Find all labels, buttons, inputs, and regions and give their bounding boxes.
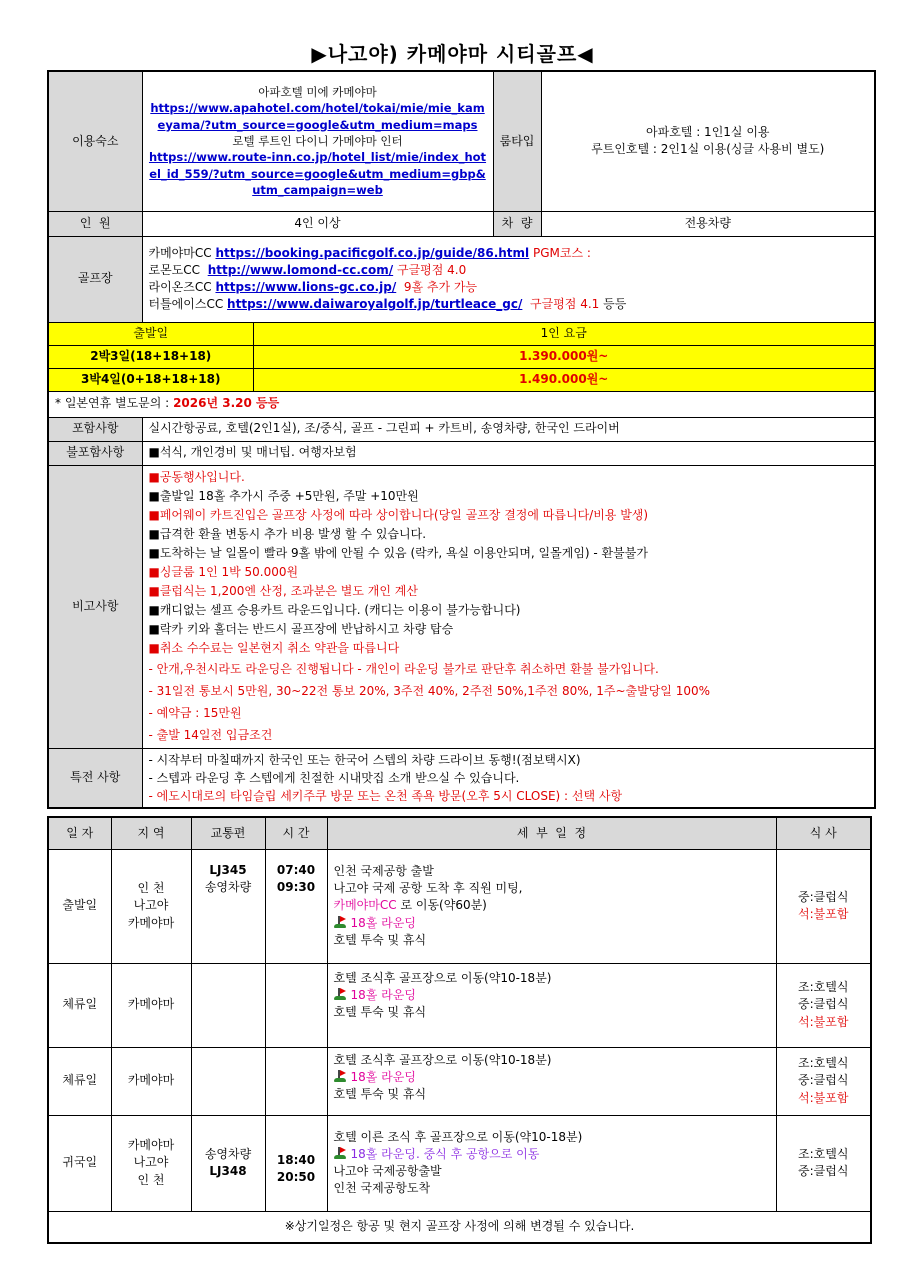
remark-line: ■클럽식는 1,200엔 산정, 조과분은 별도 개인 계산	[148, 583, 418, 598]
price-row1-label: 2박3일(18+18+18)	[48, 345, 253, 368]
golf-label: 골프장	[48, 236, 142, 322]
remark-line: ■출발일 18홀 추가시 주중 +5만원, 주말 +10만원	[148, 488, 419, 503]
day4-label: 귀국일	[48, 1115, 111, 1211]
day4-transport: 송영차량 LJ348	[191, 1115, 265, 1211]
golf-link-lomond[interactable]: http://www.lomond-cc.com/	[207, 262, 394, 277]
itinerary-row-day3	[48, 1047, 871, 1115]
itinerary-row-day2	[48, 963, 871, 1047]
day2-region: 카메야마	[111, 963, 191, 1047]
remark-line: ■공동행사입니다.	[148, 469, 245, 484]
golf-course-lions: 라이온즈CC https://www.lions-gc.co.jp/ 9홀 추가 가능	[148, 280, 478, 294]
tour-info-table	[47, 70, 876, 809]
day3-region: 카메야마	[111, 1047, 191, 1115]
day2-meals: 조:호텔식 중:클럽식 석:불포함	[776, 963, 871, 1047]
golf-flag-icon	[334, 988, 346, 1000]
golf-flag-icon	[334, 916, 346, 928]
roomtype-cell	[541, 71, 875, 211]
excluded-value: ■석식, 개인경비 및 매너팁. 여행자보험	[142, 441, 875, 465]
price-row2-label: 3박4일(0+18+18+18)	[48, 368, 253, 391]
included-value: 실시간항공료, 호텔(2인1실), 조/중식, 골프 - 그린피 + 카트비, 송영차량, 한국인 드라이버	[142, 417, 875, 441]
golf-link-lions[interactable]: https://www.lions-gc.co.jp/	[215, 280, 397, 294]
itinerary-header-meal: 식 사	[776, 817, 871, 849]
hotel-link-2[interactable]: https://www.route-inn.co.jp/hotel_list/mie/index_hotel_id_559/?utm_source=google&utm_medium=gbp&utm_campaign=web	[148, 150, 487, 198]
special-line-2: - 스텝과 라운딩 후 스텝에게 친절한 시내맛집 소개 받으실 수 있습니다.	[148, 770, 520, 785]
hotel-cell	[142, 71, 493, 211]
price-head-fee: 1인 요금	[253, 322, 875, 345]
day4-time: 18:40 20:50	[265, 1115, 327, 1211]
day4-meals: 조:호텔식 중:클럽식	[776, 1115, 871, 1211]
itinerary-header-time: 시 간	[265, 817, 327, 849]
people-label: 인 원	[48, 211, 142, 236]
remark-line: ■싱글룸 1인 1박 50.000원	[148, 564, 299, 579]
remark-line: ■캐디없는 셀프 승용카트 라운드입니다. (캐디는 이용이 불가능합니다)	[148, 602, 521, 617]
holiday-notice: * 일본연휴 별도문의 : 2026년 3.20 등등	[48, 391, 875, 417]
remark-line: ■취소 수수료는 일본현지 취소 약관을 따릅니다	[148, 640, 400, 655]
day3-details: 호텔 조식후 골프장으로 이동(약10-18분) 18홀 라운딩 호텔 투숙 및 휴식	[327, 1047, 776, 1115]
itinerary-table	[47, 816, 872, 1244]
special-line-1: - 시작부터 마칠때까지 한국인 또는 한국어 스텝의 차량 드라이브 동행!(점보택시X)	[148, 752, 581, 767]
golf-course-turtleace: 터틀에이스CC https://www.daiwaroyalgolf.jp/turtleace_gc/ 구글평점 4.1 등등	[148, 297, 627, 312]
remark-line: - 안개,우천시라도 라운딩은 진행됩니다 - 개인이 라운딩 불가로 판단후 취소하면 환불 불가입니다.	[148, 661, 659, 676]
page-title: ▶나고야) 카메야마 시티골프◀	[311, 42, 594, 66]
special-list	[142, 748, 875, 808]
remark-line: - 출발 14일전 입금조건	[148, 727, 273, 742]
golf-link-kameyama[interactable]: https://booking.pacificgolf.co.jp/guide/86.html	[215, 245, 530, 260]
roomtype-apa: 아파호텔 : 1인1실 이용	[646, 125, 770, 140]
day1-time: 07:40 09:30	[265, 849, 327, 963]
day1-label: 출발일	[48, 849, 111, 963]
itinerary-header-day: 일 자	[48, 817, 111, 849]
special-label: 특전 사항	[48, 748, 142, 808]
golf-course-kameyama: 카메야마CC https://booking.pacificgolf.co.jp/guide/86.html PGM코스 :	[148, 245, 591, 260]
itinerary-header-region: 지 역	[111, 817, 191, 849]
car-label: 차 량	[493, 211, 541, 236]
itinerary-row-day1	[48, 849, 871, 963]
itinerary-footer-note: ※상기일정은 항공 및 현지 골프장 사정에 의해 변경될 수 있습니다.	[48, 1211, 871, 1243]
day2-transport	[191, 963, 265, 1047]
day4-region: 카메야마 나고야 인 천	[111, 1115, 191, 1211]
day4-details: 호텔 이른 조식 후 골프장으로 이동(약10-18분) 18홀 라운딩. 중식 후 공항으로 이동 나고야 국제공항출발 인천 국제공항도착	[327, 1115, 776, 1211]
remarks-label: 비고사항	[48, 465, 142, 748]
included-label: 포함사항	[48, 417, 142, 441]
price-head-departure: 출발일	[48, 322, 253, 345]
remark-line: ■락카 키와 홀더는 반드시 골프장에 반납하시고 차량 탑승	[148, 621, 454, 636]
people-value: 4인 이상	[142, 211, 493, 236]
hotel-name-1: 아파호텔 미에 카메야마	[258, 85, 377, 100]
remark-line: ■페어웨이 카트진입은 골프장 사정에 따라 상이합니다(당일 골프장 결정에 따릅니다/비용 발생)	[148, 507, 649, 522]
remark-line: ■도착하는 날 일몰이 빨라 9홀 밖에 안될 수 있음 (락카, 욕실 이용안되며, 일몰게임) - 환불불가	[148, 545, 648, 560]
day3-time	[265, 1047, 327, 1115]
itinerary-row-day4	[48, 1115, 871, 1211]
remark-line: ■급격한 환율 변동시 추가 비용 발생 할 수 있습니다.	[148, 526, 427, 541]
day3-meals: 조:호텔식 중:클럽식 석:불포함	[776, 1047, 871, 1115]
hotel-link-1[interactable]: https://www.apahotel.com/hotel/tokai/mie/mie_kameyama/?utm_source=google&utm_medium=maps	[150, 101, 485, 132]
day3-label: 체류일	[48, 1047, 111, 1115]
day2-details: 호텔 조식후 골프장으로 이동(약10-18분) 18홀 라운딩 호텔 투숙 및 휴식	[327, 963, 776, 1047]
remark-line: - 31일전 통보시 5만원, 30~22전 통보 20%, 3주전 40%, 2주전 50%,1주전 80%, 1주~출발당일 100%	[148, 683, 711, 698]
day1-details: 인천 국제공항 출발 나고야 국제 공항 도착 후 직원 미팅, 카메야마CC 로 이동(약60분) 18홀 라운딩 호텔 투숙 및 휴식	[327, 849, 776, 963]
itinerary-header-details: 세 부 일 정	[327, 817, 776, 849]
golf-flag-icon	[334, 1147, 346, 1159]
golf-flag-icon	[334, 1070, 346, 1082]
special-line-3: - 에도시대로의 타임슬립 세키주쿠 방문 또는 온천 족욕 방문(오후 5시 CLOSE) : 선택 사항	[148, 788, 623, 803]
golf-link-turtleace[interactable]: https://www.daiwaroyalgolf.jp/turtleace_gc/	[227, 297, 523, 312]
excluded-label: 불포함사항	[48, 441, 142, 465]
hotel-name-2: 로텔 루트인 다이니 가메야마 인터	[232, 134, 403, 149]
remarks-list	[142, 465, 875, 748]
day2-time	[265, 963, 327, 1047]
roomtype-label: 룸타입	[493, 71, 541, 211]
remark-line: - 예약금 : 15만원	[148, 705, 242, 720]
car-value: 전용차량	[541, 211, 875, 236]
day3-transport	[191, 1047, 265, 1115]
golf-course-lomond: 로몬도CC http://www.lomond-cc.com/ 구글평점 4.0	[148, 262, 467, 277]
golf-course-list	[142, 236, 875, 322]
itinerary-header-transport: 교통편	[191, 817, 265, 849]
hotel-label: 이용숙소	[48, 71, 142, 211]
day1-region: 인 천 나고야 카메야마	[111, 849, 191, 963]
price-row1-value: 1.390.000원~	[253, 345, 875, 368]
day2-label: 체류일	[48, 963, 111, 1047]
day1-meals: 중:클럽식 석:불포함	[776, 849, 871, 963]
roomtype-routeinn: 루트인호텔 : 2인1실 이용(싱글 사용비 별도)	[591, 142, 825, 157]
day1-transport: LJ345 송영차량	[191, 849, 265, 963]
price-row2-value: 1.490.000원~	[253, 368, 875, 391]
